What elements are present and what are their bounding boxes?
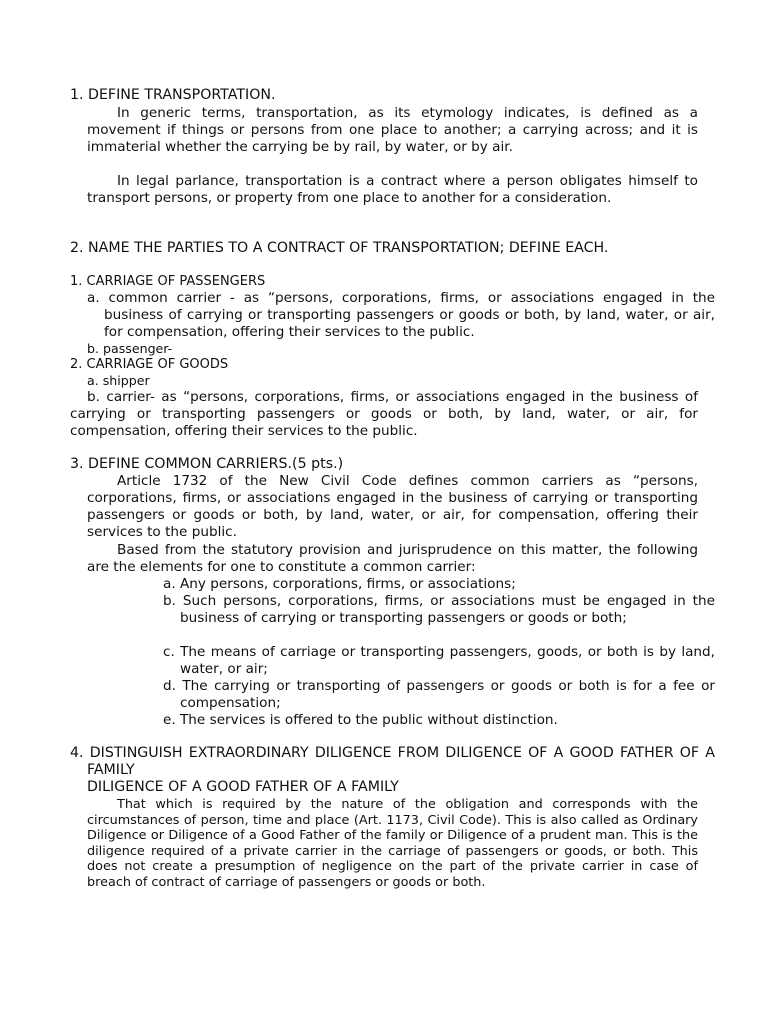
q3-paragraph-article: Article 1732 of the New Civil Code defines common carriers as “persons, corporations, firms, or associations engaged in the business of carrying or transporting passengers or goods or both, by land, water, or air, for compensation, offering their services to the public. [87, 473, 698, 540]
q3-element-b: b. Such persons, corporations, firms, or associations must be engaged in the business of carrying or transporting passengers or goods or both; [163, 593, 715, 626]
q2-shipper-item: a. shipper [87, 373, 150, 388]
q1-paragraph-legal: In legal parlance, transportation is a contract where a person obligates himself to transport persons, or property from one place to another for a consideration. [87, 173, 698, 206]
q2-carriage-of-passengers-title: 1. CARRIAGE OF PASSENGERS [70, 274, 266, 289]
q3-element-e: e. The services is offered to the public without distinction. [163, 712, 558, 728]
q3-paragraph-elements-intro: Based from the statutory provision and jurisprudence on this matter, the following are the elements for one to constitute a common carrier: [87, 542, 698, 575]
q3-element-d: d. The carrying or transporting of passengers or goods or both is for a fee or compensation; [163, 678, 715, 711]
q2-heading: 2. NAME THE PARTIES TO A CONTRACT OF TRANSPORTATION; DEFINE EACH. [70, 240, 609, 256]
q2-common-carrier-definition: a. common carrier - as “persons, corporations, firms, or associations engaged in the business of carrying or transporting passengers or goods or both, by land, water, or air, for compensation, offering their services to the public. [87, 290, 715, 340]
q4-heading: 4. DISTINGUISH EXTRAORDINARY DILIGENCE FROM DILIGENCE OF A GOOD FATHER OF A FAMILY [70, 745, 715, 778]
q3-heading: 3. DEFINE COMMON CARRIERS.(5 pts.) [70, 456, 344, 472]
q4-subheading: DILIGENCE OF A GOOD FATHER OF A FAMILY [87, 779, 399, 795]
q2-carrier-definition: b. carrier- as “persons, corporations, firms, or associations engaged in the business of carrying or transporting passengers or goods or both, by land, water, or air, for compensation, offering their services to the public. [70, 389, 698, 439]
q3-element-c: c. The means of carriage or transporting passengers, goods, or both is by land, water, or air; [163, 644, 715, 677]
q1-paragraph-generic: In generic terms, transportation, as its etymology indicates, is defined as a movement if things or persons from one place to another; a carrying across; and it is immaterial whether the carrying be by rail, by water, or by air. [87, 105, 698, 155]
q2-carriage-of-goods-title: 2. CARRIAGE OF GOODS [70, 357, 229, 372]
q2-passenger-item: b. passenger- [87, 341, 173, 356]
q1-heading: 1. DEFINE TRANSPORTATION. [70, 87, 276, 103]
q4-paragraph-diligence: That which is required by the nature of the obligation and corresponds with the circumstances of person, time and place (Art. 1173, Civil Code). This is also called as Ordinary Diligence or Diligence of a Good Father of the family or Diligence of a prudent man. This is the diligence required of a private carrier in the carriage of passengers or goods, or both. This does not create a presumption of negligence on the part of the private carrier in case of breach of contract of carriage of passengers or goods or both. [87, 797, 698, 890]
q3-element-a: a. Any persons, corporations, firms, or associations; [163, 576, 516, 592]
